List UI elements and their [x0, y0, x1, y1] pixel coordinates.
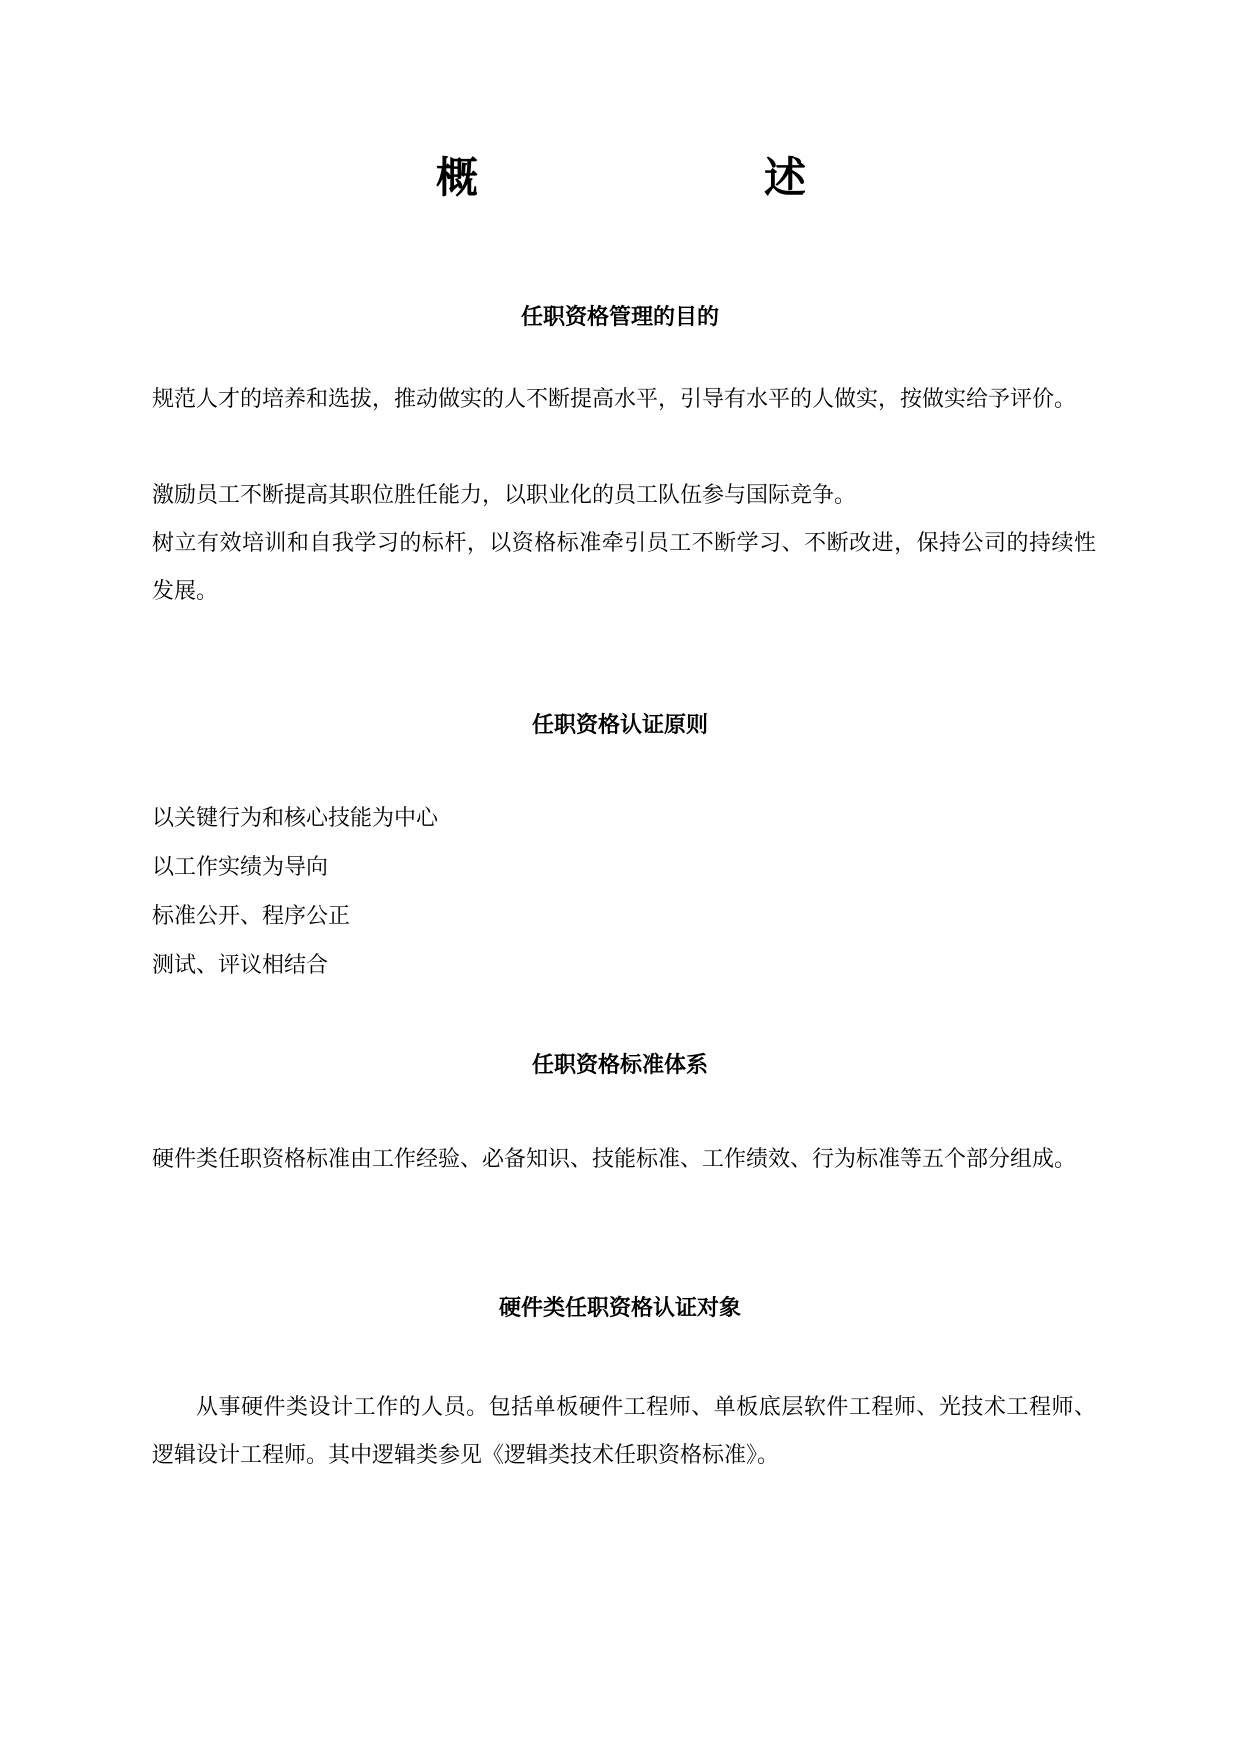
page-title-char-1: 概	[436, 153, 479, 202]
principle-item: 标准公开、程序公正	[152, 904, 351, 929]
principle-item: 以工作实绩为导向	[152, 855, 329, 880]
section-heading-principles: 任职资格认证原则	[531, 712, 708, 738]
section-heading-certification-target: 硬件类任职资格认证对象	[498, 1295, 741, 1321]
section-heading-standard-system: 任职资格标准体系	[531, 1052, 708, 1078]
principle-item: 以关键行为和核心技能为中心	[152, 806, 439, 831]
page-title-char-2: 述	[764, 153, 807, 202]
section-heading-purpose: 任职资格管理的目的	[520, 304, 719, 330]
paragraph-purpose-2: 激励员工不断提高其职位胜任能力，以职业化的员工队伍参与国际竞争。	[152, 483, 857, 508]
paragraph-standard-system: 硬件类任职资格标准由工作经验、必备知识、技能标准、工作绩效、行为标准等五个部分组成。	[152, 1147, 1077, 1172]
paragraph-purpose-3: 树立有效培训和自我学习的标杆，以资格标准牵引员工不断学习、不断改进，保持公司的持续性发展。	[152, 531, 1096, 604]
paragraph-purpose-1: 规范人才的培养和选拔，推动做实的人不断提高水平，引导有水平的人做实，按做实给予评价。	[152, 387, 1077, 412]
paragraph-certification-target: 从事硬件类设计工作的人员。包括单板硬件工程师、单板底层软件工程师、光技术工程师、逻辑设计工程师。其中逻辑类参见《逻辑类技术任职资格标准》。	[152, 1395, 1096, 1468]
page-title	[0, 148, 1240, 208]
principle-item: 测试、评议相结合	[152, 953, 329, 978]
